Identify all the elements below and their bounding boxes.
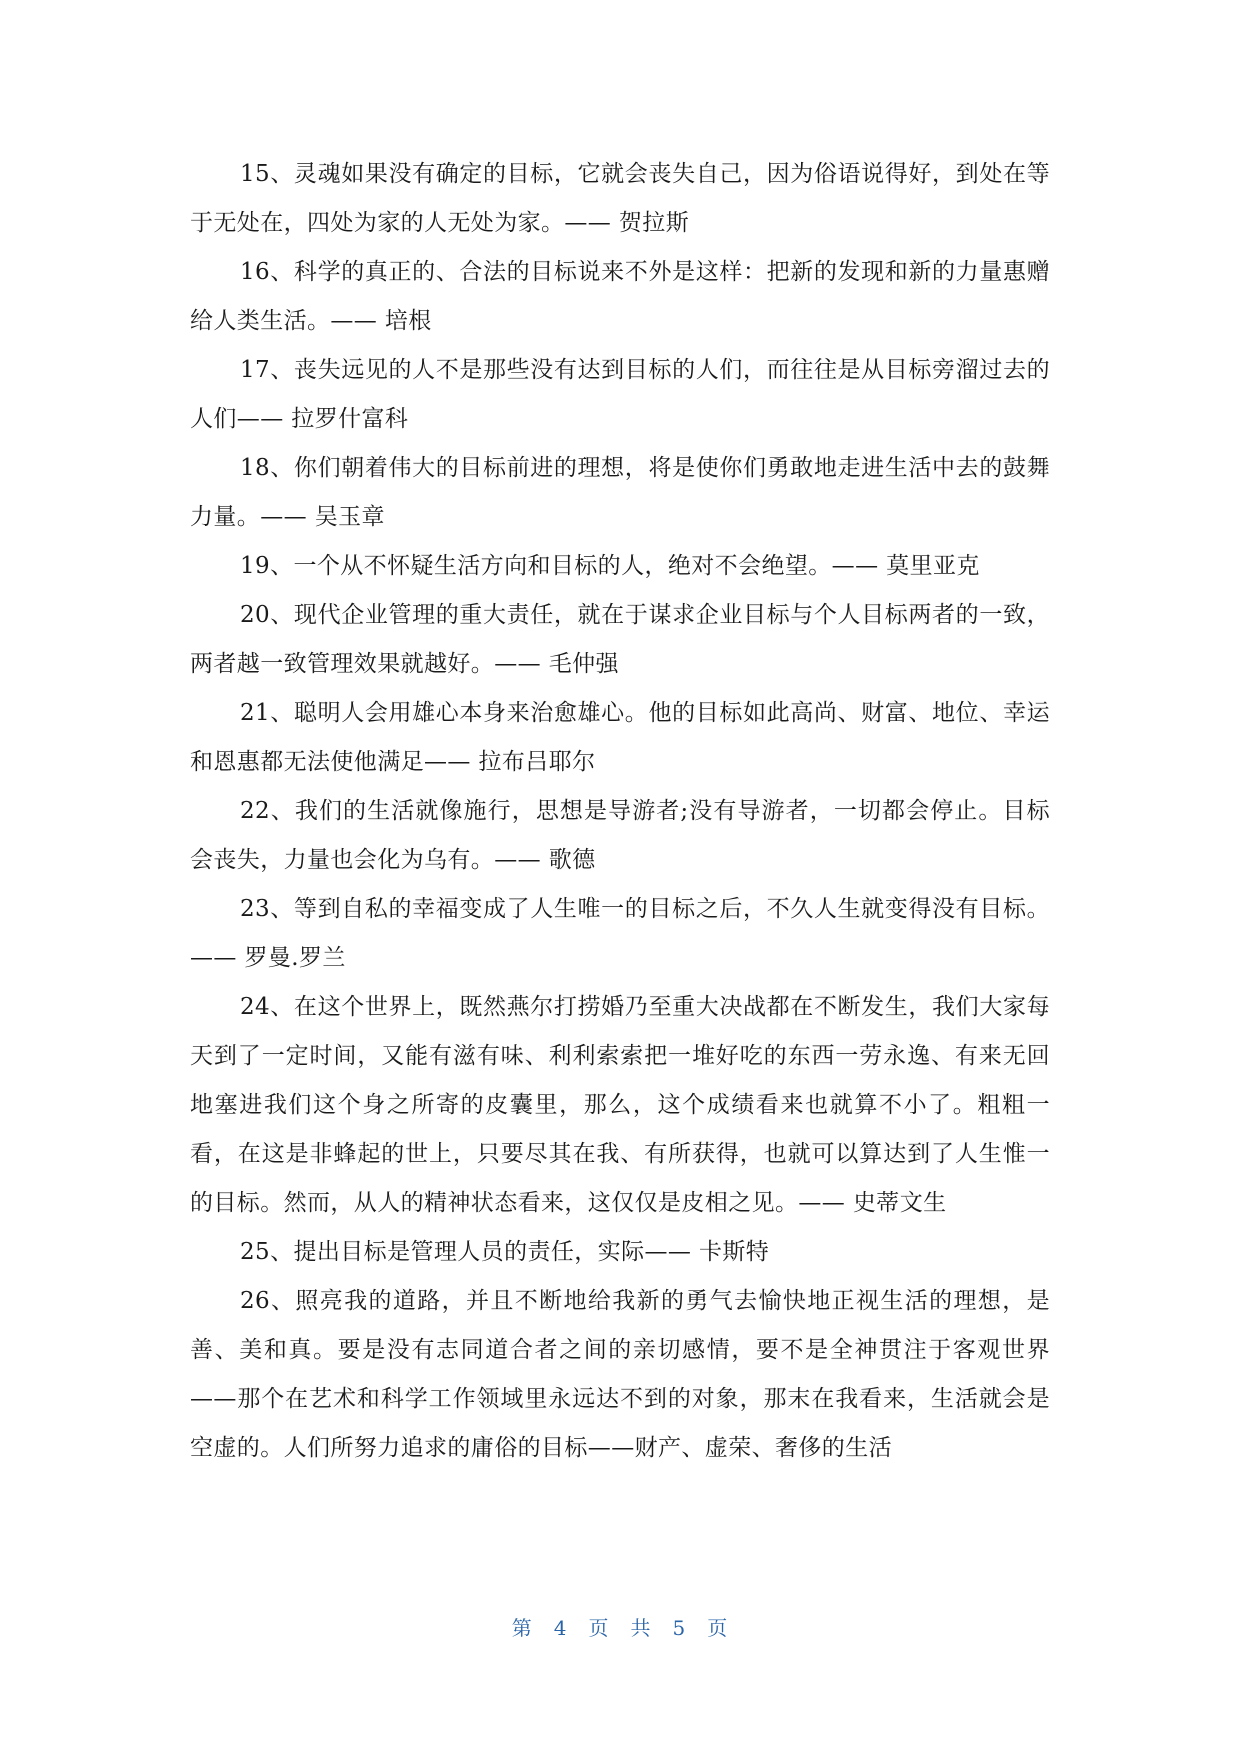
footer-word: 页	[707, 1616, 730, 1640]
quote-paragraph: 15、灵魂如果没有确定的目标，它就会丧失自己，因为俗语说得好，到处在等于无处在，四处为家的人无处为家。—— 贺拉斯	[190, 161, 1050, 236]
quote-paragraph: 16、科学的真正的、合法的目标说来不外是这样：把新的发现和新的力量惠赠给人类生活。—— 培根	[190, 259, 1050, 334]
quote-paragraph: 19、一个从不怀疑生活方向和目标的人，绝对不会绝望。—— 莫里亚克	[240, 553, 980, 579]
quote-paragraph: 23、等到自私的幸福变成了人生唯一的目标之后，不久人生就变得没有目标。—— 罗曼.罗兰	[190, 896, 1050, 971]
document-body	[190, 150, 1050, 1473]
footer-word: 共	[630, 1616, 653, 1640]
total-page-number: 5	[672, 1616, 688, 1640]
quote-paragraph: 21、聪明人会用雄心本身来治愈雄心。他的目标如此高尚、财富、地位、幸运和恩惠都无法使他满足—— 拉布吕耶尔	[190, 700, 1050, 775]
quote-paragraph: 26、照亮我的道路，并且不断地给我新的勇气去愉快地正视生活的理想，是善、美和真。要是没有志同道合者之间的亲切感情，要不是全神贯注于客观世界——那个在艺术和科学工作领域里永远达不到的对象，那末在我看来，生活就会是空虚的。人们所努力追求的庸俗的目标——财产、虚荣、奢侈的生活	[190, 1288, 1050, 1461]
quote-paragraph: 24、在这个世界上，既然燕尔打捞婚乃至重大决战都在不断发生，我们大家每天到了一定时间，又能有滋有味、利利索索把一堆好吃的东西一劳永逸、有来无回地塞进我们这个身之所寄的皮囊里，那么，这个成绩看来也就算不小了。粗粗一看，在这是非蜂起的世上，只要尽其在我、有所获得，也就可以算达到了人生惟一的目标。然而，从人的精神状态看来，这仅仅是皮相之见。—— 史蒂文生	[190, 994, 1050, 1216]
footer-word: 页	[588, 1616, 611, 1640]
quote-paragraph: 18、你们朝着伟大的目标前进的理想，将是使你们勇敢地走进生活中去的鼓舞力量。—— 吴玉章	[190, 455, 1050, 530]
quote-paragraph: 20、现代企业管理的重大责任，就在于谋求企业目标与个人目标两者的一致，两者越一致管理效果就越好。—— 毛仲强	[190, 602, 1050, 677]
page-footer	[0, 1612, 1241, 1641]
current-page-number: 4	[553, 1616, 569, 1640]
quote-paragraph: 25、提出目标是管理人员的责任，实际—— 卡斯特	[240, 1239, 770, 1265]
quote-paragraph: 17、丧失远见的人不是那些没有达到目标的人们，而往往是从目标旁溜过去的人们—— 拉罗什富科	[190, 357, 1050, 432]
quote-paragraph: 22、我们的生活就像施行，思想是导游者;没有导游者，一切都会停止。目标会丧失，力量也会化为乌有。—— 歌德	[190, 798, 1050, 873]
footer-word: 第	[511, 1616, 534, 1640]
